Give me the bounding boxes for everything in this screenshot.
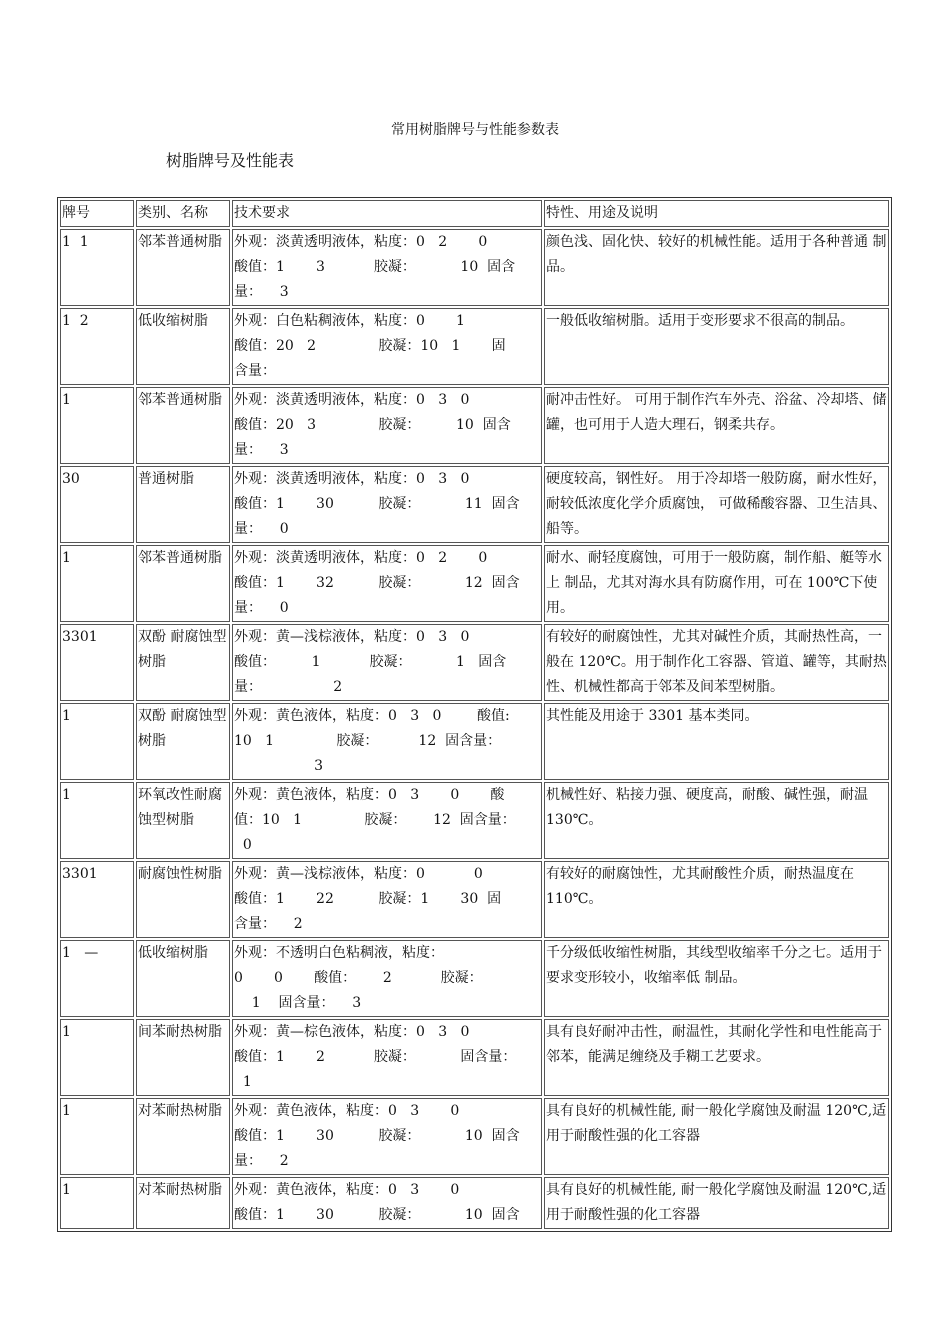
cell-notes: 有较好的耐腐蚀性，尤其耐酸性介质，耐热温度在 110℃。 <box>544 861 889 938</box>
tech-line: 外观：黄色液体，粘度：0 3 0 <box>234 1103 460 1119</box>
cell-notes: 耐水、耐轻度腐蚀，可用于一般防腐，制作船、艇等水上 制品，尤其对海水具有防腐作用，可在 100℃下使用。 <box>544 545 889 622</box>
cell-grade: 3301 <box>60 624 134 701</box>
tech-line: 外观：黄色液体，粘度：0 3 0 <box>234 1182 460 1198</box>
document-title: 常用树脂牌号与性能参数表 <box>391 122 559 138</box>
cell-category: 环氧改性耐腐蚀型树脂 <box>136 782 230 859</box>
table-row <box>60 1098 889 1175</box>
tech-line: 酸值：20 2 胶凝：10 1 固 <box>234 338 506 354</box>
cell-tech <box>232 624 542 701</box>
cell-category: 对苯耐热树脂 <box>136 1177 230 1229</box>
cell-notes: 机械性好、粘接力强、硬度高，耐酸、碱性强，耐温 130℃。 <box>544 782 889 859</box>
cell-grade: 1 <box>60 1098 134 1175</box>
cell-grade: 1 <box>60 1019 134 1096</box>
tech-line: 量： 3 <box>234 442 289 458</box>
tech-line: 酸值：1 2 胶凝： 固含量： <box>234 1049 517 1065</box>
tech-line: 量： 2 <box>234 679 343 695</box>
cell-notes: 硬度较高，钢性好。 用于冷却塔一般防腐，耐水性好，耐较低浓度化学介质腐蚀， 可做稀酸容器、卫生洁具、船等。 <box>544 466 889 543</box>
tech-line: 含量： 2 <box>234 916 303 932</box>
tech-line: 0 0 酸值： 2 胶凝： <box>234 970 483 986</box>
cell-category: 普通树脂 <box>136 466 230 543</box>
cell-grade: 30 <box>60 466 134 543</box>
table-row <box>60 782 889 859</box>
tech-line: 量： 3 <box>234 284 289 300</box>
tech-line: 酸值：1 30 胶凝： 11 固含 <box>234 496 520 512</box>
tech-line: 外观：黄色液体，粘度：0 3 0 酸 <box>234 787 505 803</box>
tech-line: 0 <box>234 837 252 853</box>
cell-notes: 一般低收缩树脂。适用于变形要求不很高的制品。 <box>544 308 889 385</box>
tech-line: 量： 0 <box>234 521 289 537</box>
cell-notes: 其性能及用途于 3301 基本类同。 <box>544 703 889 780</box>
tech-line: 外观：淡黄透明液体，粘度：0 3 0 <box>234 392 470 408</box>
tech-line: 外观：白色粘稠液体，粘度：0 1 <box>234 313 465 329</box>
cell-grade: 1 1 <box>60 229 134 306</box>
cell-grade: 1 <box>60 703 134 780</box>
cell-category: 低收缩树脂 <box>136 308 230 385</box>
cell-tech <box>232 1177 542 1229</box>
header-notes: 特性、用途及说明 <box>544 200 889 227</box>
cell-tech <box>232 545 542 622</box>
tech-line: 外观：淡黄透明液体，粘度：0 2 0 <box>234 550 488 566</box>
tech-line: 外观：黄—棕色液体，粘度：0 3 0 <box>234 1024 470 1040</box>
table-header-row <box>60 200 889 227</box>
cell-tech <box>232 387 542 464</box>
tech-line: 外观：黄—浅棕液体，粘度：0 0 <box>234 866 483 882</box>
cell-tech <box>232 229 542 306</box>
tech-line: 量： 2 <box>234 1153 289 1169</box>
table-row <box>60 861 889 938</box>
table-row <box>60 624 889 701</box>
table-row <box>60 1177 889 1229</box>
table-row <box>60 308 889 385</box>
tech-line: 外观：黄—浅棕液体，粘度：0 3 0 <box>234 629 470 645</box>
tech-line: 外观：淡黄透明液体，粘度：0 3 0 <box>234 471 470 487</box>
cell-category: 邻苯普通树脂 <box>136 545 230 622</box>
header-tech: 技术要求 <box>232 200 542 227</box>
cell-notes: 具有良好耐冲击性，耐温性，其耐化学性和电性能高于邻苯，能满足缠绕及手糊工艺要求。 <box>544 1019 889 1096</box>
cell-tech <box>232 466 542 543</box>
cell-notes: 耐冲击性好。 可用于制作汽车外壳、浴盆、冷却塔、储罐，也可用于人造大理石，钢柔共存。 <box>544 387 889 464</box>
table-row <box>60 1019 889 1096</box>
resin-spec-table <box>57 197 892 1232</box>
cell-notes: 具有良好的机械性能, 耐一般化学腐蚀及耐温 120℃,适用于耐酸性强的化工容器 <box>544 1098 889 1175</box>
cell-category: 邻苯普通树脂 <box>136 387 230 464</box>
cell-tech <box>232 308 542 385</box>
cell-grade: 1 <box>60 387 134 464</box>
cell-tech <box>232 1019 542 1096</box>
cell-grade: 3301 <box>60 861 134 938</box>
tech-line: 酸值：1 22 胶凝：1 30 固 <box>234 891 502 907</box>
tech-line: 外观：黄色液体，粘度：0 3 0 酸值: <box>234 708 510 724</box>
table-row <box>60 703 889 780</box>
table-row <box>60 940 889 1017</box>
cell-grade: 1 — <box>60 940 134 1017</box>
cell-notes: 有较好的耐腐蚀性，尤其对碱性介质，其耐热性高，一般在 120℃。用于制作化工容器、管道、罐等，其耐热性、机械性都高于邻苯及间苯型树脂。 <box>544 624 889 701</box>
table-subtitle: 树脂牌号及性能表 <box>166 151 295 170</box>
tech-line: 酸值： 1 胶凝： 1 固含 <box>234 654 507 670</box>
table-row <box>60 466 889 543</box>
cell-tech <box>232 861 542 938</box>
cell-category: 耐腐蚀性树脂 <box>136 861 230 938</box>
cell-tech <box>232 940 542 1017</box>
tech-line: 1 固含量： 3 <box>234 995 362 1011</box>
cell-category: 双酚 耐腐蚀型树脂 <box>136 703 230 780</box>
cell-category: 对苯耐热树脂 <box>136 1098 230 1175</box>
tech-line: 酸值：20 3 胶凝： 10 固含 <box>234 417 511 433</box>
tech-line: 10 1 胶凝： 12 固含量： <box>234 733 502 749</box>
cell-notes: 具有良好的机械性能, 耐一般化学腐蚀及耐温 120℃,适用于耐酸性强的化工容器 <box>544 1177 889 1229</box>
table-row <box>60 545 889 622</box>
tech-line: 含量： <box>234 363 276 379</box>
cell-notes: 千分级低收缩性树脂，其线型收缩率千分之七。适用于要求变形较小，收缩率低 制品。 <box>544 940 889 1017</box>
cell-tech <box>232 782 542 859</box>
cell-grade: 1 <box>60 782 134 859</box>
cell-grade: 1 <box>60 1177 134 1229</box>
header-grade: 牌号 <box>60 200 134 227</box>
tech-line: 外观：不透明白色粘稠液，粘度： <box>234 945 444 961</box>
tech-line: 1 <box>234 1074 252 1090</box>
cell-grade: 1 2 <box>60 308 134 385</box>
tech-line: 3 <box>234 758 324 774</box>
tech-line: 量： 0 <box>234 600 289 616</box>
tech-line: 酸值：1 32 胶凝： 12 固含 <box>234 575 520 591</box>
cell-notes: 颜色浅、固化快、较好的机械性能。适用于各种普通 制品。 <box>544 229 889 306</box>
cell-category: 双酚 耐腐蚀型树脂 <box>136 624 230 701</box>
tech-line: 酸值：1 30 胶凝： 10 固含 <box>234 1128 520 1144</box>
cell-tech <box>232 703 542 780</box>
tech-line: 酸值：1 3 胶凝： 10 固含 <box>234 259 516 275</box>
table-row <box>60 229 889 306</box>
tech-line: 值：10 1 胶凝： 12 固含量： <box>234 812 516 828</box>
tech-line: 外观：淡黄透明液体，粘度：0 2 0 <box>234 234 488 250</box>
cell-category: 间苯耐热树脂 <box>136 1019 230 1096</box>
table-row <box>60 387 889 464</box>
cell-category: 邻苯普通树脂 <box>136 229 230 306</box>
cell-category: 低收缩树脂 <box>136 940 230 1017</box>
cell-grade: 1 <box>60 545 134 622</box>
cell-tech <box>232 1098 542 1175</box>
tech-line: 酸值：1 30 胶凝： 10 固含 <box>234 1207 520 1223</box>
header-category: 类别、名称 <box>136 200 230 227</box>
